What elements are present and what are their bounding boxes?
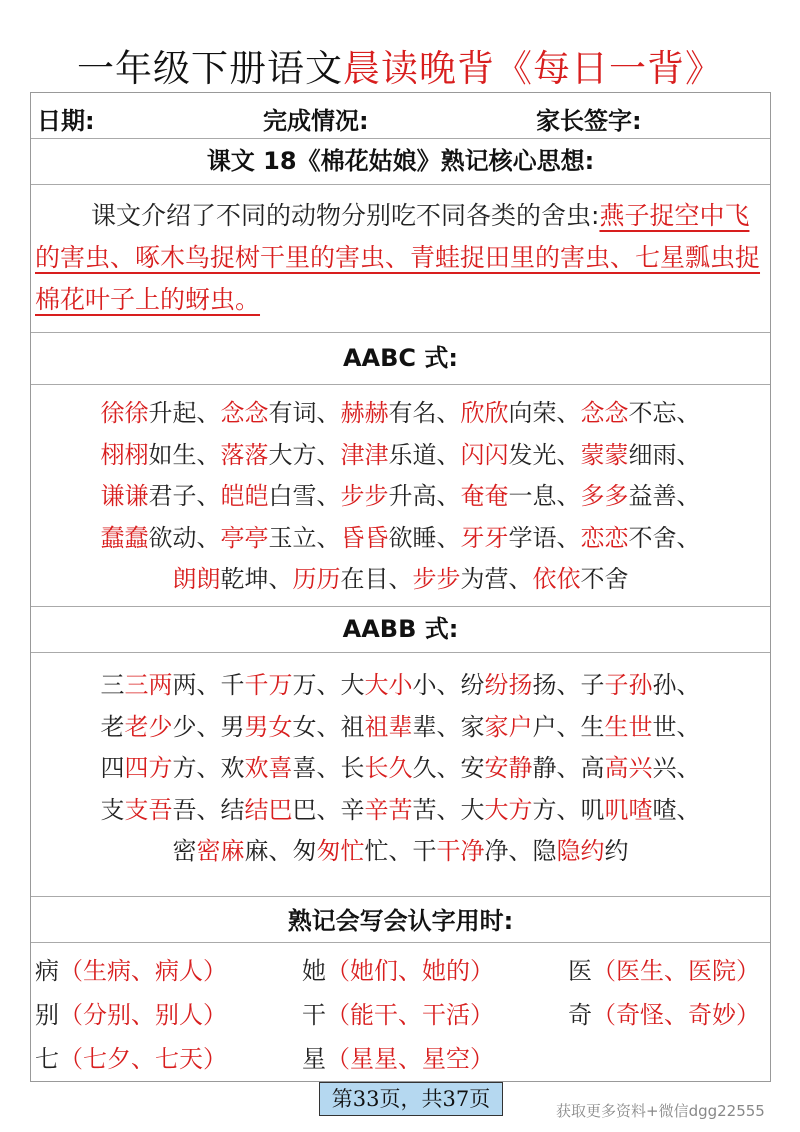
separator: 、 — [676, 671, 701, 699]
phrase-rest: 乾坤 — [220, 565, 269, 593]
phrase-line — [31, 435, 770, 477]
title-part-1: 一年级下册语文 — [77, 47, 343, 90]
phrase-rest: 欲睡 — [388, 523, 437, 552]
phrase-core: 千万 — [244, 671, 293, 699]
phrase-tail: 两 — [172, 671, 197, 699]
separator: 、 — [196, 754, 221, 782]
phrase-core: 三两 — [124, 671, 173, 699]
separator: 、 — [436, 754, 461, 782]
phrase-head: 大 — [460, 795, 485, 824]
separator: 、 — [676, 754, 701, 782]
section-4-title: 熟记会写会认字用时: — [31, 897, 770, 943]
phrase-head: 大 — [340, 671, 365, 699]
separator: 、 — [556, 671, 581, 699]
character-words: （奇怪、奇妙） — [592, 1001, 760, 1029]
phrase-core: 大小 — [364, 671, 413, 699]
phrase-reduplicated: 亭亭 — [220, 523, 269, 552]
phrase-rest: 细雨 — [628, 440, 677, 469]
phrase-core: 干净 — [436, 837, 485, 865]
separator: 、 — [196, 399, 221, 427]
phrase-rest: 升高 — [388, 482, 437, 510]
phrase-rest: 不舍 — [580, 565, 629, 593]
character-item — [35, 1039, 227, 1074]
phrase-tail: 喳 — [652, 795, 677, 824]
phrase-core: 匆忙 — [316, 837, 365, 865]
phrase-rest: 益善 — [628, 482, 677, 510]
separator: 、 — [556, 399, 581, 427]
phrase-rest: 为营 — [460, 565, 509, 593]
phrase-rest: 一息 — [508, 482, 557, 510]
phrase-reduplicated: 皑皑 — [220, 482, 269, 510]
section-1-title: 课文 18《棉花姑娘》熟记核心思想: — [31, 139, 770, 185]
phrase-core: 结巴 — [244, 795, 293, 824]
phrase-tail: 扬 — [532, 671, 557, 699]
phrase-head: 叽 — [580, 795, 605, 824]
phrase-core: 辛苦 — [364, 795, 413, 824]
character: 星 — [302, 1045, 326, 1073]
phrase-head: 四 — [100, 754, 125, 782]
character: 七 — [35, 1045, 59, 1073]
character: 奇 — [568, 1001, 592, 1029]
phrase-head: 匆 — [292, 837, 317, 865]
section-3-title: AABB 式: — [31, 607, 770, 653]
phrase-core: 隐约 — [556, 837, 605, 865]
phrase-head: 密 — [172, 837, 197, 865]
phrase-tail: 吾 — [172, 795, 197, 824]
phrase-reduplicated: 步步 — [412, 565, 461, 593]
footer-note: 获取更多资料+微信dgg22555 — [556, 1102, 765, 1120]
separator: 、 — [436, 523, 461, 552]
summary-paragraph — [31, 185, 770, 333]
separator: 、 — [676, 795, 701, 824]
phrase-reduplicated: 恋恋 — [580, 523, 629, 552]
phrase-reduplicated: 步步 — [340, 482, 389, 510]
phrase-core: 家户 — [484, 712, 533, 741]
phrase-rest: 如生 — [148, 440, 197, 469]
character-words: （她们、她的） — [326, 957, 494, 985]
phrase-rest: 发光 — [508, 440, 557, 469]
phrase-tail: 辈 — [412, 712, 437, 741]
page-title — [0, 38, 800, 92]
phrase-head: 干 — [412, 837, 437, 865]
header-row — [31, 93, 770, 139]
phrase-rest: 向荣 — [508, 399, 557, 427]
character-item — [302, 995, 494, 1030]
separator: 、 — [316, 523, 341, 552]
phrase-tail: 方 — [532, 795, 557, 824]
phrase-rest: 不忘 — [628, 399, 677, 427]
separator: 、 — [316, 795, 341, 824]
character-item — [302, 1039, 494, 1074]
separator: 、 — [316, 482, 341, 510]
phrase-core: 叽喳 — [604, 795, 653, 824]
phrase-reduplicated: 栩栩 — [100, 440, 149, 469]
separator: 、 — [556, 523, 581, 552]
phrase-rest: 学语 — [508, 523, 557, 552]
separator: 、 — [268, 837, 293, 865]
section-2-title: AABC 式: — [31, 333, 770, 385]
phrase-reduplicated: 欣欣 — [460, 399, 509, 427]
phrase-rest: 有词 — [268, 399, 317, 427]
character: 医 — [568, 957, 592, 985]
character: 她 — [302, 957, 326, 985]
phrase-line — [31, 476, 770, 518]
phrase-reduplicated: 历历 — [292, 565, 341, 593]
phrase-head: 子 — [580, 671, 605, 699]
separator: 、 — [556, 482, 581, 510]
phrase-line — [31, 707, 770, 749]
separator: 、 — [556, 712, 581, 741]
phrase-rest: 玉立 — [268, 523, 317, 552]
phrase-head: 老 — [100, 712, 125, 741]
phrase-tail: 久 — [412, 754, 437, 782]
phrase-rest: 在目 — [340, 565, 389, 593]
separator: 、 — [436, 482, 461, 510]
character-list — [31, 943, 770, 1081]
separator: 、 — [508, 565, 533, 593]
separator: 、 — [436, 399, 461, 427]
phrase-head: 辛 — [340, 795, 365, 824]
phrase-line — [31, 831, 770, 873]
character-item — [302, 951, 494, 986]
character-words: （分别、别人） — [59, 1001, 227, 1029]
separator: 、 — [316, 712, 341, 741]
phrase-core: 密麻 — [196, 837, 245, 865]
character-item — [568, 995, 760, 1030]
phrase-core: 安静 — [484, 754, 533, 782]
phrase-line — [31, 518, 770, 560]
phrase-tail: 兴 — [652, 754, 677, 782]
phrase-tail: 苦 — [412, 795, 437, 824]
phrase-reduplicated: 牙牙 — [460, 523, 509, 552]
character-words: （医生、医院） — [592, 957, 760, 985]
separator: 、 — [316, 440, 341, 469]
phrase-reduplicated: 多多 — [580, 482, 629, 510]
aabb-list — [31, 653, 770, 897]
separator: 、 — [676, 399, 701, 427]
phrase-line — [31, 559, 770, 601]
phrase-tail: 小 — [412, 671, 437, 699]
phrase-reduplicated: 昏昏 — [340, 523, 389, 552]
phrase-tail: 户 — [532, 712, 557, 741]
title-part-2: 晨读晚背《每日一背》 — [343, 47, 723, 90]
phrase-tail: 静 — [532, 754, 557, 782]
phrase-head: 生 — [580, 712, 605, 741]
phrase-tail: 忙 — [364, 837, 389, 865]
phrase-line — [31, 393, 770, 435]
phrase-reduplicated: 谦谦 — [100, 482, 149, 510]
phrase-line — [31, 790, 770, 832]
phrase-core: 支吾 — [124, 795, 173, 824]
phrase-core: 男女 — [244, 712, 293, 741]
phrase-reduplicated: 闪闪 — [460, 440, 509, 469]
phrase-head: 结 — [220, 795, 245, 824]
phrase-tail: 麻 — [244, 837, 269, 865]
phrase-head: 安 — [460, 754, 485, 782]
separator: 、 — [556, 795, 581, 824]
separator: 、 — [268, 565, 293, 593]
separator: 、 — [196, 482, 221, 510]
character: 干 — [302, 1001, 326, 1029]
separator: 、 — [388, 565, 413, 593]
phrase-tail: 净 — [484, 837, 509, 865]
separator: 、 — [676, 712, 701, 741]
phrase-head: 男 — [220, 712, 245, 741]
phrase-head: 隐 — [532, 837, 557, 865]
date-label: 日期: — [37, 107, 95, 135]
phrase-tail: 喜 — [292, 754, 317, 782]
phrase-reduplicated: 蒙蒙 — [580, 440, 629, 469]
phrase-reduplicated: 念念 — [220, 399, 269, 427]
character-words: （能干、干活） — [326, 1001, 494, 1029]
character-words: （七夕、七天） — [59, 1045, 227, 1073]
phrase-rest: 有名 — [388, 399, 437, 427]
phrase-core: 生世 — [604, 712, 653, 741]
phrase-tail: 少 — [172, 712, 197, 741]
phrase-rest: 乐道 — [388, 440, 437, 469]
aabc-list — [31, 385, 770, 607]
phrase-reduplicated: 念念 — [580, 399, 629, 427]
phrase-core: 大方 — [484, 795, 533, 824]
phrase-rest: 君子 — [148, 482, 197, 510]
phrase-line — [31, 748, 770, 790]
phrase-head: 欢 — [220, 754, 245, 782]
phrase-core: 老少 — [124, 712, 173, 741]
phrase-tail: 孙 — [652, 671, 677, 699]
separator: 、 — [436, 712, 461, 741]
character-words: （星星、星空） — [326, 1045, 494, 1073]
character-words: （生病、病人） — [59, 957, 227, 985]
phrase-head: 长 — [340, 754, 365, 782]
separator: 、 — [316, 671, 341, 699]
phrase-head: 千 — [220, 671, 245, 699]
separator: 、 — [508, 837, 533, 865]
separator: 、 — [316, 399, 341, 427]
phrase-head: 纷 — [460, 671, 485, 699]
phrase-reduplicated: 津津 — [340, 440, 389, 469]
separator: 、 — [676, 482, 701, 510]
character: 病 — [35, 957, 59, 985]
phrase-core: 长久 — [364, 754, 413, 782]
phrase-tail: 世 — [652, 712, 677, 741]
phrase-head: 家 — [460, 712, 485, 741]
separator: 、 — [316, 754, 341, 782]
phrase-core: 欢喜 — [244, 754, 293, 782]
summary-highlight: 燕子捉空中飞的害虫、啄木鸟捉树干里的害虫、青蛙捉田里的害虫、七星瓢虫捉棉花叶子上的蚜虫。 — [35, 201, 761, 314]
phrase-head: 高 — [580, 754, 605, 782]
phrase-reduplicated: 赫赫 — [340, 399, 389, 427]
phrase-core: 高兴 — [604, 754, 653, 782]
phrase-rest: 欲动 — [148, 523, 197, 552]
separator: 、 — [388, 837, 413, 865]
page-indicator: 第33页，共37页 — [319, 1082, 503, 1116]
separator: 、 — [676, 440, 701, 469]
phrase-reduplicated: 徐徐 — [100, 399, 149, 427]
separator: 、 — [196, 671, 221, 699]
character-item — [35, 951, 227, 986]
status-label: 完成情况: — [263, 107, 369, 135]
separator: 、 — [676, 523, 701, 552]
phrase-line — [31, 665, 770, 707]
separator: 、 — [436, 671, 461, 699]
separator: 、 — [196, 440, 221, 469]
phrase-tail: 约 — [604, 837, 629, 865]
phrase-tail: 方 — [172, 754, 197, 782]
phrase-core: 纷扬 — [484, 671, 533, 699]
phrase-tail: 万 — [292, 671, 317, 699]
phrase-tail: 巴 — [292, 795, 317, 824]
separator: 、 — [556, 754, 581, 782]
character: 别 — [35, 1001, 59, 1029]
phrase-reduplicated: 落落 — [220, 440, 269, 469]
phrase-rest: 白雪 — [268, 482, 317, 510]
separator: 、 — [556, 440, 581, 469]
separator: 、 — [196, 523, 221, 552]
phrase-head: 三 — [100, 671, 125, 699]
phrase-reduplicated: 朗朗 — [172, 565, 221, 593]
phrase-rest: 升起 — [148, 399, 197, 427]
separator: 、 — [436, 795, 461, 824]
phrase-rest: 不舍 — [628, 523, 677, 552]
signature-label: 家长签字: — [536, 107, 642, 135]
phrase-reduplicated: 依依 — [532, 565, 581, 593]
summary-lead: 课文介绍了不同的动物分别吃不同各类的舍虫: — [91, 201, 600, 230]
character-item — [35, 995, 227, 1030]
phrase-reduplicated: 奄奄 — [460, 482, 509, 510]
separator: 、 — [436, 440, 461, 469]
character-item — [568, 951, 760, 986]
phrase-tail: 女 — [292, 712, 317, 741]
phrase-core: 子孙 — [604, 671, 653, 699]
phrase-core: 祖辈 — [364, 712, 413, 741]
phrase-core: 四方 — [124, 754, 173, 782]
phrase-head: 支 — [100, 795, 125, 824]
worksheet — [30, 92, 771, 1082]
phrase-head: 祖 — [340, 712, 365, 741]
separator: 、 — [196, 712, 221, 741]
phrase-reduplicated: 蠢蠢 — [100, 523, 149, 552]
phrase-rest: 大方 — [268, 440, 317, 469]
separator: 、 — [196, 795, 221, 824]
